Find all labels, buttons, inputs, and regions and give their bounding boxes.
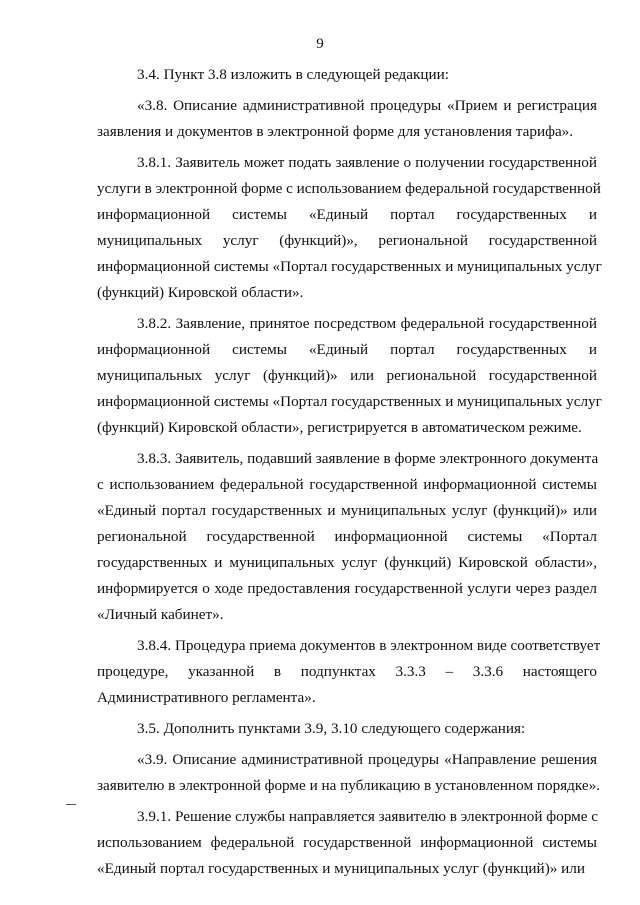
text-line: 3.9.1. Решение службы направляется заявителю в электронной форме с [137,808,598,825]
paragraph-p6 [97,633,601,711]
text-line: Административного регламента». [97,689,316,706]
text-line: заявления и документов в электронной форме для установления тарифа». [97,123,574,140]
text-line: 3.8.3. Заявитель, подавший заявление в форме электронного документа [137,450,599,467]
text-line: заявителю в электронной форме и на публикацию в установленном порядке». [97,777,601,794]
text-line: (функций) Кировской области», регистрируется в автоматическом режиме. [97,419,582,436]
text-line: услуги в электронной форме с использованием федеральной государственной [97,180,601,197]
paragraph-p9 [97,804,597,882]
text-line: 3.8.2. Заявление, принятое посредством федеральной государственной [137,315,597,332]
text-line: информационной системы «Единый портал государственных и [97,341,597,358]
text-line: 3.8.1. Заявитель может подать заявление о получении государственной [137,154,597,171]
paragraph-p1 [97,62,597,88]
paragraph-p7 [97,716,597,742]
page-number: 9 [316,36,324,52]
text-line: муниципальных услуг (функций)» или региональной государственной [97,367,597,384]
margin-mark [66,804,76,805]
paragraph-p3 [97,150,602,306]
text-line: (функций) Кировской области». [97,284,304,301]
text-line: муниципальных услуг (функций)», региональной государственной [97,232,597,249]
text-line: региональной государственной информационной системы «Портал [97,528,597,545]
paragraph-p5 [97,446,597,628]
text-line: «Единый портал государственных и муниципальных услуг (функций)» или [97,502,597,519]
text-line: информационной системы «Портал государственных и муниципальных услуг [97,258,602,275]
text-line: 3.4. Пункт 3.8 изложить в следующей редакции: [137,66,450,83]
paragraph-p4 [97,311,602,441]
paragraph-p8 [97,747,601,799]
text-line: «3.9. Описание административной процедуры «Направление решения [137,751,597,768]
text-line: «Личный кабинет». [97,606,224,623]
text-line: информационной системы «Единый портал государственных и [97,206,597,223]
text-line: 3.8.4. Процедура приема документов в электронном виде соответствует [137,637,601,654]
text-line: информируется о ходе предоставления государственной услуги через раздел [97,580,597,597]
document-body [97,62,602,887]
text-line: с использованием федеральной государственной информационной системы [97,476,597,493]
text-line: использованием федеральной государственной информационной системы [97,834,597,851]
text-line: «3.8. Описание административной процедуры «Прием и регистрация [137,97,597,114]
text-line: процедуре, указанной в подпунктах 3.3.3 – 3.3.6 настоящего [97,663,597,680]
text-line: 3.5. Дополнить пунктами 3.9, 3.10 следующего содержания: [137,720,526,737]
text-line: информационной системы «Портал государственных и муниципальных услуг [97,393,602,410]
text-line: государственных и муниципальных услуг (функций) Кировской области», [97,554,597,571]
paragraph-p2 [97,93,597,145]
text-line: «Единый портал государственных и муниципальных услуг (функций)» или [97,860,585,877]
